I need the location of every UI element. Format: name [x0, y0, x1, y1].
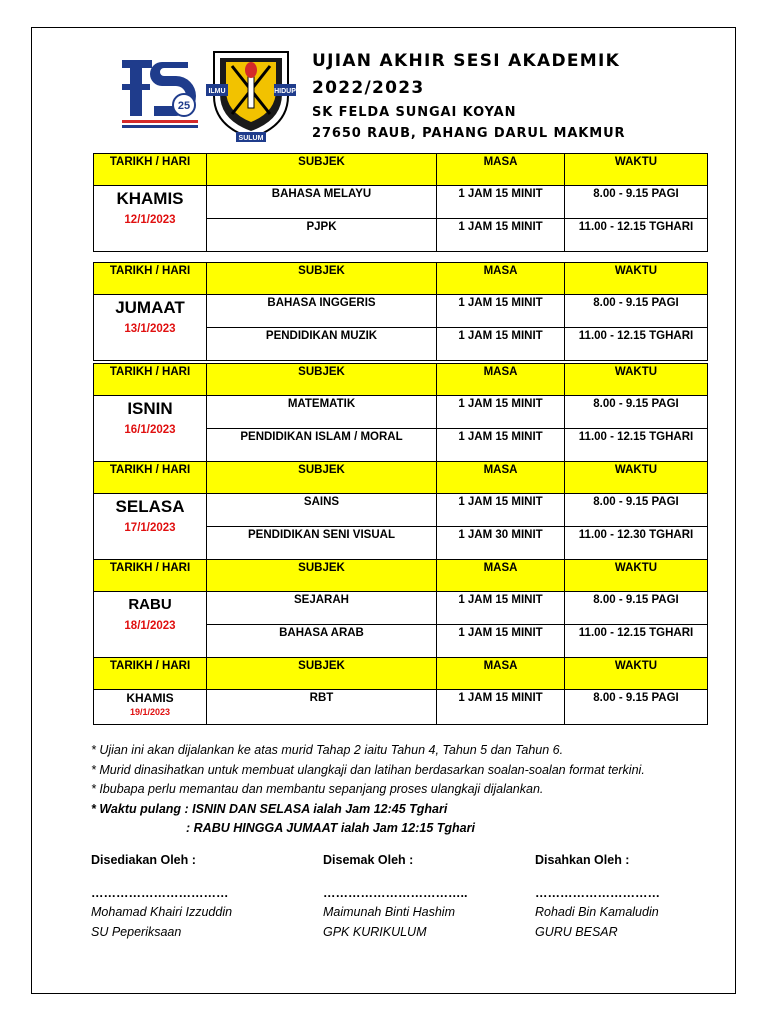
- motto-left: ILMU: [208, 88, 226, 95]
- col-duration: MASA: [437, 364, 565, 396]
- duration-cell: 1 JAM 15 MINIT: [437, 186, 565, 219]
- school-crest: [206, 38, 296, 142]
- col-time: WAKTU: [565, 364, 708, 396]
- col-day: TARIKH / HARI: [94, 560, 207, 592]
- duration-cell: 1 JAM 15 MINIT: [437, 295, 565, 328]
- title-line2: 2022/2023: [312, 78, 425, 98]
- subject-cell: PENDIDIKAN SENI VISUAL: [207, 527, 437, 560]
- time-cell: 8.00 - 9.15 PAGI: [565, 592, 708, 625]
- col-time: WAKTU: [565, 462, 708, 494]
- signature-label: Disahkan Oleh :: [535, 853, 630, 867]
- time-cell: 8.00 - 9.15 PAGI: [565, 186, 708, 219]
- subject-cell: MATEMATIK: [207, 396, 437, 429]
- duration-cell: 1 JAM 15 MINIT: [437, 625, 565, 658]
- signature-line: ……………………………..: [323, 886, 468, 900]
- motto-bottom: SULUM: [238, 135, 264, 142]
- day-cell: [94, 494, 207, 560]
- school-name: SK FELDA SUNGAI KOYAN: [312, 105, 517, 120]
- time-cell: 11.00 - 12.15 TGHARI: [565, 625, 708, 658]
- signatory-role: SU Peperiksaan: [91, 924, 182, 939]
- time-cell: 11.00 - 12.15 TGHARI: [565, 328, 708, 361]
- day-date: 13/1/2023: [124, 323, 176, 335]
- col-subject: SUBJEK: [207, 263, 437, 295]
- time-cell: 11.00 - 12.30 TGHARI: [565, 527, 708, 560]
- subject-cell: BAHASA ARAB: [207, 625, 437, 658]
- time-cell: 8.00 - 9.15 PAGI: [565, 396, 708, 429]
- day-cell: [94, 690, 207, 725]
- schedule-block-5: [93, 559, 708, 658]
- time-cell: 8.00 - 9.15 PAGI: [565, 295, 708, 328]
- note-item: * Ujian ini akan dijalankan ke atas murid Tahap 2 iaitu Tahun 4, Tahun 5 dan Tahun 6.: [91, 743, 564, 757]
- table-header-row: [94, 658, 708, 690]
- col-day: TARIKH / HARI: [94, 154, 207, 186]
- motto-right: HIDUP: [274, 88, 296, 95]
- col-day: TARIKH / HARI: [94, 462, 207, 494]
- day-cell: [94, 186, 207, 252]
- subject-cell: BAHASA MELAYU: [207, 186, 437, 219]
- day-name: SELASA: [115, 497, 185, 516]
- ts25-number: 25: [177, 100, 191, 112]
- table-row: [94, 295, 708, 328]
- day-date: 17/1/2023: [124, 522, 176, 534]
- subject-cell: PENDIDIKAN ISLAM / MORAL: [207, 429, 437, 462]
- col-subject: SUBJEK: [207, 658, 437, 690]
- table-header-row: [94, 364, 708, 396]
- dismissal-line1: ISNIN DAN SELASA ialah Jam 12:45 Tghari: [192, 801, 448, 816]
- col-day: TARIKH / HARI: [94, 658, 207, 690]
- signatory-name: Mohamad Khairi Izzuddin: [91, 905, 233, 919]
- duration-cell: 1 JAM 30 MINIT: [437, 527, 565, 560]
- signature-line: ……………………………: [91, 886, 229, 900]
- document-header: [312, 48, 625, 144]
- table-row: [94, 186, 708, 219]
- subject-cell: PENDIDIKAN MUZIK: [207, 328, 437, 361]
- day-name: KHAMIS: [126, 691, 174, 705]
- day-name: KHAMIS: [116, 189, 184, 208]
- table-header-row: [94, 263, 708, 295]
- signature-prepared: [91, 853, 232, 942]
- day-cell: [94, 592, 207, 658]
- table-row: [94, 690, 708, 725]
- duration-cell: 1 JAM 15 MINIT: [437, 219, 565, 252]
- col-duration: MASA: [437, 154, 565, 186]
- subject-cell: BAHASA INGGERIS: [207, 295, 437, 328]
- day-date: 18/1/2023: [124, 620, 176, 632]
- schedule-block-3: [93, 363, 708, 462]
- dismissal-prefix: * Waktu pulang :: [91, 801, 193, 816]
- signatory-role: GPK KURIKULUM: [323, 924, 427, 939]
- duration-cell: 1 JAM 15 MINIT: [437, 690, 565, 725]
- col-time: WAKTU: [565, 154, 708, 186]
- duration-cell: 1 JAM 15 MINIT: [437, 494, 565, 527]
- day-name: RABU: [128, 596, 172, 613]
- col-duration: MASA: [437, 263, 565, 295]
- dismissal-time: [91, 800, 645, 820]
- schedule-block-1: [93, 153, 708, 252]
- signature-label: Disediakan Oleh :: [91, 853, 196, 867]
- schedule-block-4: [93, 461, 708, 560]
- col-time: WAKTU: [565, 658, 708, 690]
- day-cell: [94, 396, 207, 462]
- duration-cell: 1 JAM 15 MINIT: [437, 592, 565, 625]
- col-time: WAKTU: [565, 263, 708, 295]
- day-date: 12/1/2023: [124, 214, 176, 226]
- subject-cell: SEJARAH: [207, 592, 437, 625]
- time-cell: 8.00 - 9.15 PAGI: [565, 690, 708, 725]
- title-line1: UJIAN AKHIR SESI AKADEMIK: [312, 51, 621, 71]
- table-row: [94, 592, 708, 625]
- signatory-name: Rohadi Bin Kamaludin: [535, 905, 659, 919]
- time-cell: 8.00 - 9.15 PAGI: [565, 494, 708, 527]
- subject-cell: PJPK: [207, 219, 437, 252]
- schedule-block-6: [93, 657, 708, 725]
- school-address: 27650 RAUB, PAHANG DARUL MAKMUR: [312, 126, 626, 141]
- signatory-role: GURU BESAR: [535, 924, 618, 939]
- col-duration: MASA: [437, 658, 565, 690]
- col-subject: SUBJEK: [207, 154, 437, 186]
- table-header-row: [94, 154, 708, 186]
- col-duration: MASA: [437, 560, 565, 592]
- note-item: * Murid dinasihatkan untuk membuat ulangkaji dan latihan berdasarkan soalan-soalan format terkini.: [91, 762, 645, 777]
- table-header-row: [94, 462, 708, 494]
- day-name: ISNIN: [127, 399, 173, 418]
- subject-cell: RBT: [207, 690, 437, 725]
- subject-cell: SAINS: [207, 494, 437, 527]
- signature-line: …………………………: [535, 886, 660, 900]
- col-duration: MASA: [437, 462, 565, 494]
- time-cell: 11.00 - 12.15 TGHARI: [565, 219, 708, 252]
- ts25-logo: [118, 50, 202, 130]
- duration-cell: 1 JAM 15 MINIT: [437, 429, 565, 462]
- signature-checked: [323, 853, 467, 942]
- note-item: * Ibubapa perlu memantau dan membantu sepanjang proses ulangkaji dijalankan.: [91, 782, 544, 796]
- table-row: [94, 494, 708, 527]
- table-header-row: [94, 560, 708, 592]
- dismissal-line2: : RABU HINGGA JUMAAT ialah Jam 12:15 Tghari: [186, 821, 475, 835]
- col-subject: SUBJEK: [207, 462, 437, 494]
- day-name: JUMAAT: [115, 298, 185, 317]
- day-date: 16/1/2023: [124, 424, 176, 436]
- day-date: 19/1/2023: [129, 707, 171, 717]
- signatory-name: Maimunah Binti Hashim: [323, 905, 455, 919]
- col-day: TARIKH / HARI: [94, 263, 207, 295]
- col-day: TARIKH / HARI: [94, 364, 207, 396]
- col-time: WAKTU: [565, 560, 708, 592]
- col-subject: SUBJEK: [207, 364, 437, 396]
- duration-cell: 1 JAM 15 MINIT: [437, 328, 565, 361]
- day-cell: [94, 295, 207, 361]
- signature-approved: [535, 853, 660, 942]
- schedule-block-2: [93, 262, 708, 361]
- signature-label: Disemak Oleh :: [323, 853, 414, 867]
- notes-section: [91, 741, 645, 839]
- time-cell: 11.00 - 12.15 TGHARI: [565, 429, 708, 462]
- col-subject: SUBJEK: [207, 560, 437, 592]
- table-row: [94, 396, 708, 429]
- duration-cell: 1 JAM 15 MINIT: [437, 396, 565, 429]
